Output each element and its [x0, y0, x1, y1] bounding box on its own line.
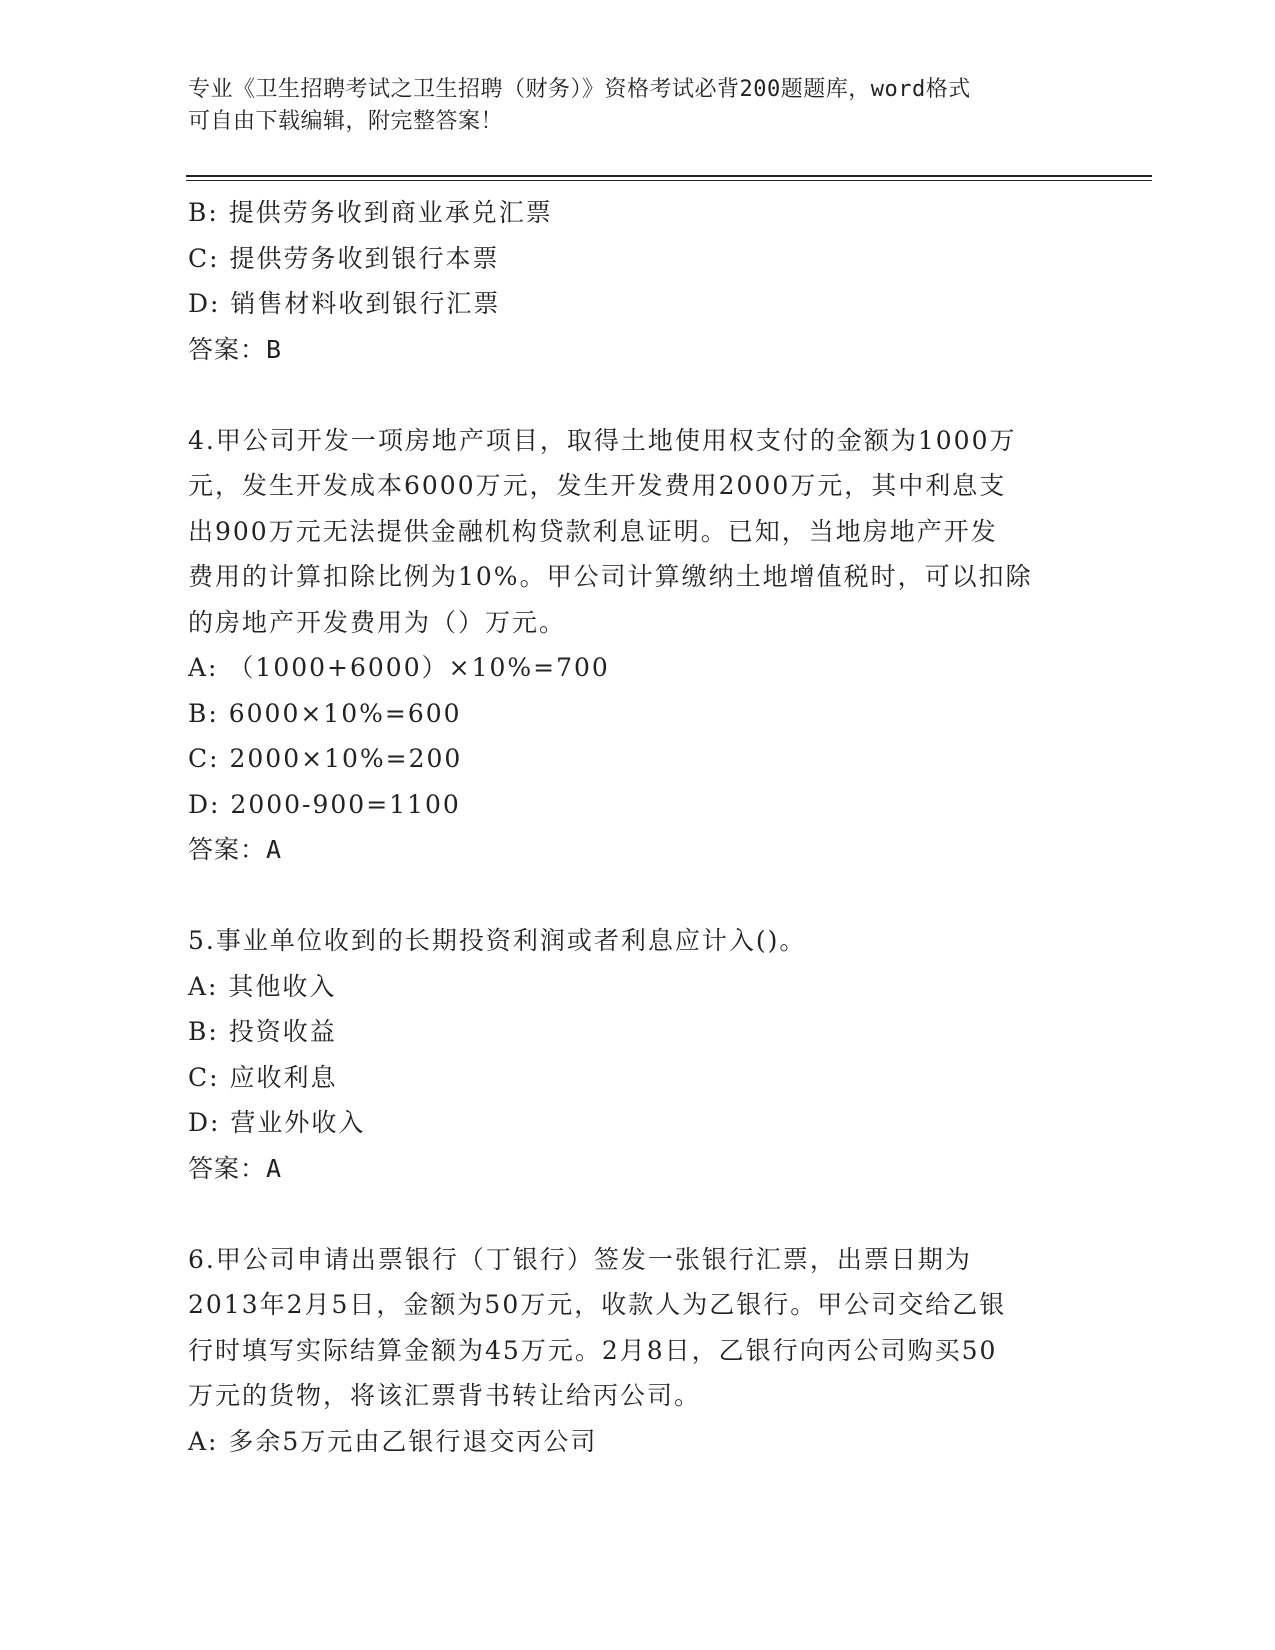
q5-option-c: C: 应收利息 [188, 1062, 338, 1092]
q5-option-d: D: 营业外收入 [188, 1108, 366, 1137]
q4-stem-line: 出900万元无法提供金融机构贷款利息证明。已知，当地房地产开发 [188, 516, 998, 546]
q3-option-c: C: 提供劳务收到银行本票 [188, 243, 500, 273]
q4-option-a: A: （1000+6000）×10%=700 [188, 653, 610, 682]
spacer [188, 1191, 1088, 1237]
header-title-line-1: 专业《卫生招聘考试之卫生招聘（财务）》资格考试必背200题题库，word格式 [188, 77, 971, 102]
q4-option-b: B: 6000×10%=600 [188, 698, 462, 728]
q6-stem-line: 行时填写实际结算金额为45万元。2月8日，乙银行向丙公司购买50 [188, 1335, 998, 1365]
q6-option-a: A: 多余5万元由乙银行退交丙公司 [188, 1426, 598, 1456]
question-4 [188, 418, 1088, 873]
q4-stem-line: 元，发生开发成本6000万元，发生开发费用2000万元，其中利息支 [188, 471, 1007, 500]
q3-answer: 答案：B [188, 334, 283, 364]
spacer [188, 873, 1088, 919]
q3-option-d: D: 销售材料收到银行汇票 [188, 289, 501, 318]
q3-option-b: B: 提供劳务收到商业承兑汇票 [188, 198, 553, 227]
question-content [188, 190, 1088, 1464]
q5-answer: 答案：A [188, 1153, 283, 1183]
spacer [188, 372, 1088, 418]
q4-stem-line: 的房地产开发费用为（）万元。 [188, 607, 567, 637]
question-3-continued [188, 190, 1088, 372]
q4-option-c: C: 2000×10%=200 [188, 744, 463, 773]
header-title-line-2: 可自由下载编辑，附完整答案！ [188, 109, 504, 134]
q4-answer: 答案：A [188, 835, 283, 864]
q6-stem [188, 1237, 1088, 1419]
q5-stem: 5.事业单位收到的长期投资利润或者利息应计入()。 [188, 926, 807, 955]
q4-stem-line: 4.甲公司开发一项房地产项目，取得土地使用权支付的金额为1000万 [188, 425, 1017, 455]
q5-option-a: A: 其他收入 [188, 971, 337, 1001]
document-header [188, 74, 1088, 138]
q6-stem-line: 2013年2月5日，金额为50万元，收款人为乙银行。甲公司交给乙银 [188, 1290, 1007, 1319]
q4-stem [188, 418, 1088, 646]
q4-option-d: D: 2000-900=1100 [188, 789, 461, 819]
q5-option-b: B: 投资收益 [188, 1017, 337, 1046]
q6-stem-line: 万元的货物，将该汇票背书转让给丙公司。 [188, 1381, 702, 1410]
question-6 [188, 1237, 1088, 1465]
q4-stem-line: 费用的计算扣除比例为10%。甲公司计算缴纳土地增值税时，可以扣除 [188, 562, 1033, 591]
question-5 [188, 918, 1088, 1191]
header-divider-thick [186, 175, 1152, 177]
header-divider-thin [186, 180, 1152, 181]
q6-stem-line: 6.甲公司申请出票银行（丁银行）签发一张银行汇票，出票日期为 [188, 1244, 972, 1274]
